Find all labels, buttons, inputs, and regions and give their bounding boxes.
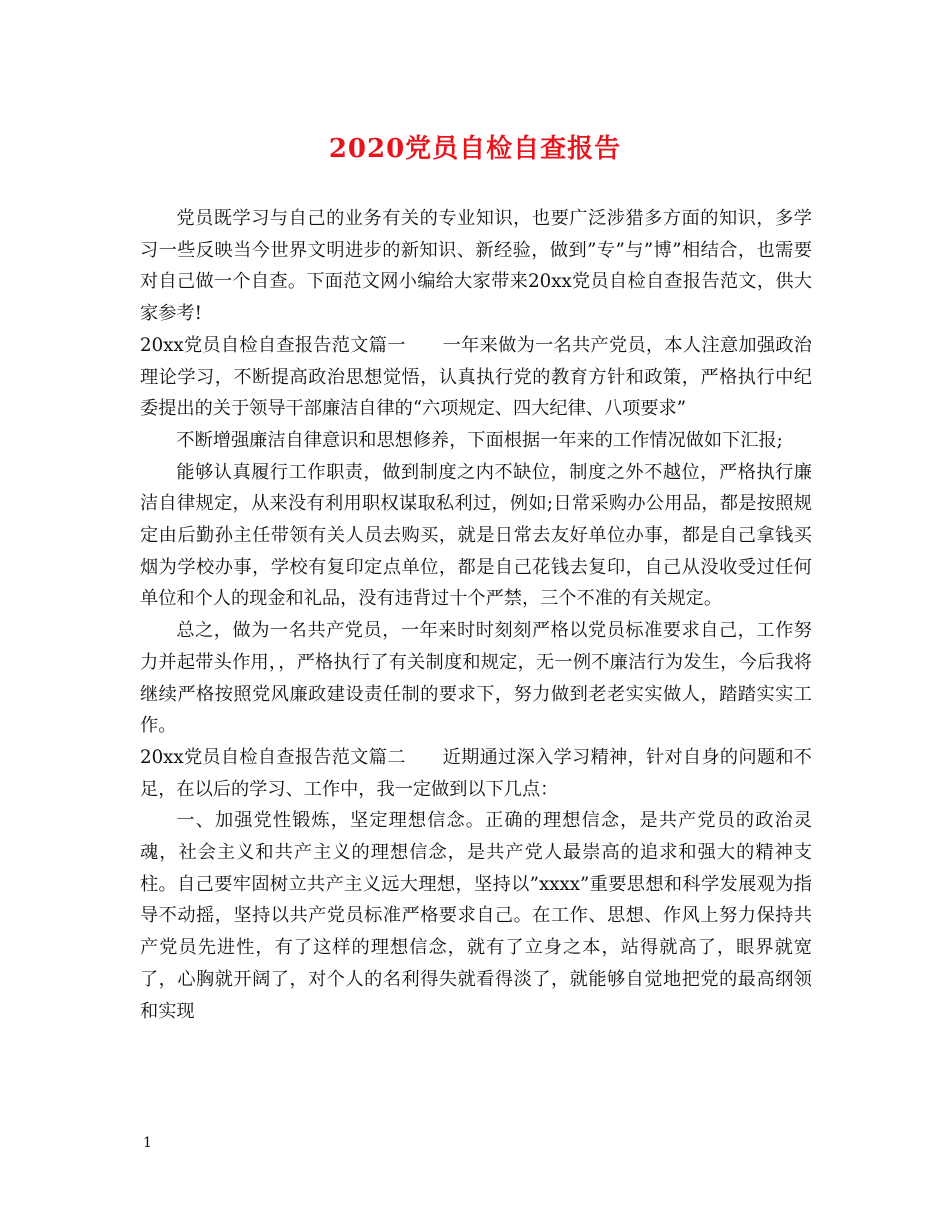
- paragraph-summary: 总之，做为一名共产党员，一年来时时刻刻严格以党员标准要求自己，工作努力并起带头作用，，严格执行了有关制度和规定，无一例不廉洁行为发生，今后我将继续严格按照党风廉政建设责任制的要求下，努力做到老老实实做人，踏踏实实工作。: [140, 620, 812, 737]
- paragraph-self-discipline: 不断增强廉洁自律意识和思想修养，下面根据一年来的工作情况做如下汇报;: [176, 429, 783, 451]
- paragraph-section-two: 20xx党员自检自查报告范文篇二 近期通过深入学习精神，针对自身的问题和不足，在以后的学习、工作中，我一定做到以下几点：: [140, 746, 812, 800]
- page-number: 1: [143, 1135, 152, 1151]
- document-body: [140, 203, 812, 1027]
- paragraph-point-one: 一、加强党性锻炼，坚定理想信念。正确的理想信念，是共产党员的政治灵魂，社会主义和共产主义的理想信念，是共产党人最崇高的追求和强大的精神支柱。自己要牢固树立共产主义远大理想，坚持以”xxxx”重要思想和科学发展观为指导不动摇，坚持以共产党员标准严格要求自己。在工作、思想、作风上努力保持共产党员先进性，有了这样的理想信念，就有了立身之本，站得就高了，眼界就宽了，心胸就开阔了，对个人的名利得失就看得淡了，就能够自觉地把党的最高纲领和实现: [140, 810, 812, 1022]
- paragraph-duties: 能够认真履行工作职责，做到制度之内不缺位，制度之外不越位，严格执行廉洁自律规定，从来没有利用职权谋取私利过，例如;日常采购办公用品，都是按照规定由后勤孙主任带领有关人员去购买，就是日常去友好单位办事，都是自己拿钱买烟为学校办事，学校有复印定点单位，都是自己花钱去复印，自己从没收受过任何单位和个人的现金和礼品，没有违背过十个严禁，三个不准的有关规定。: [140, 461, 812, 610]
- document-title: 2020党员自检自查报告: [328, 134, 622, 164]
- paragraph-section-one: 20xx党员自检自查报告范文篇一 一年来做为一名共产党员，本人注意加强政治理论学习，不断提高政治思想觉悟，认真执行党的教育方针和政策，严格执行中纪委提出的关于领导干部廉洁自律的“六项规定、四大纪律、八项要求”: [140, 334, 812, 420]
- paragraph-intro: 党员既学习与自己的业务有关的专业知识，也要广泛涉猎多方面的知识，多学习一些反映当今世界文明进步的新知识、新经验，做到”专”与”博”相结合，也需要对自己做一个自查。下面范文网小编给大家带来20xx党员自检自查报告范文，供大家参考!: [140, 208, 812, 325]
